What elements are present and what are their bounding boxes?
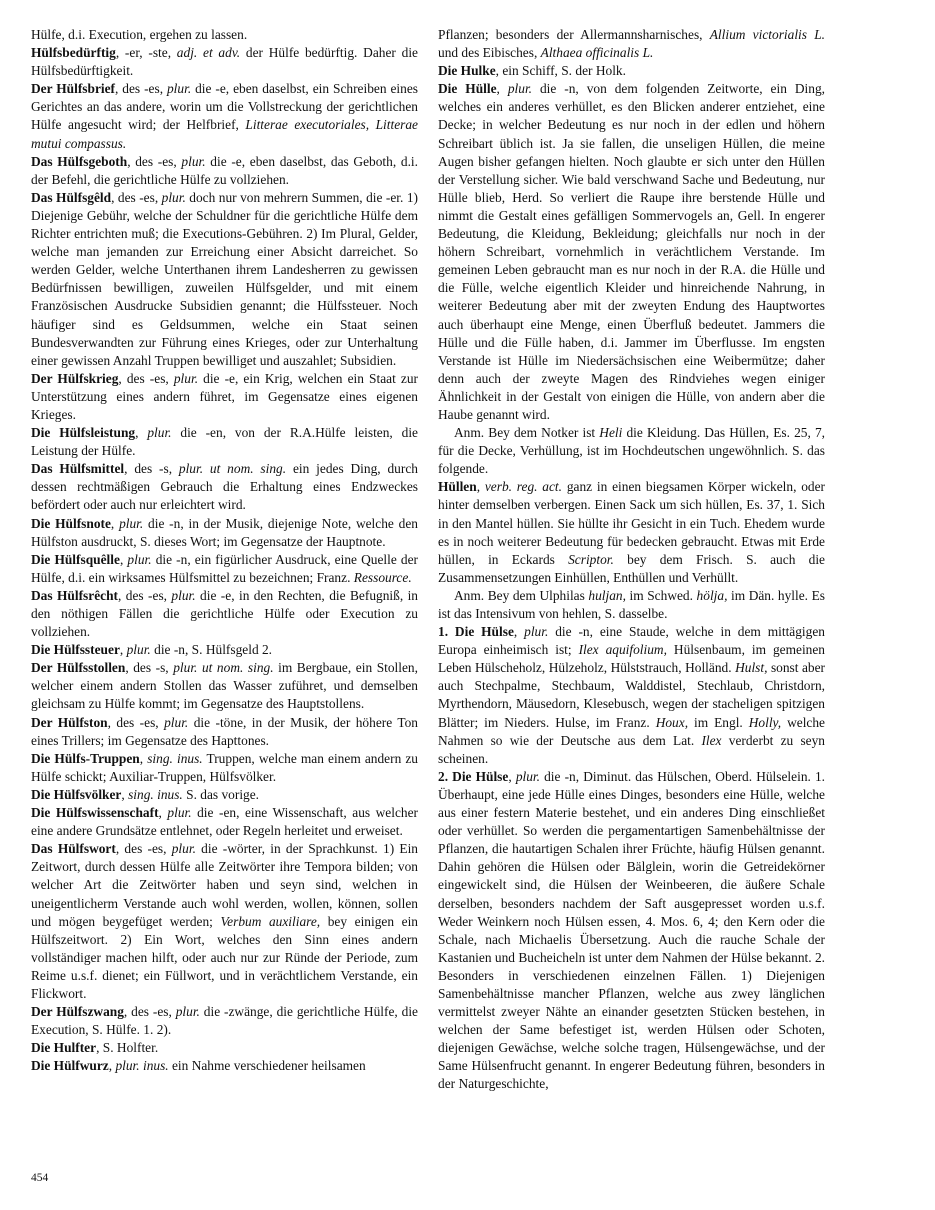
entry-headword: Die Hülfsleistung [31,425,136,441]
entry-text: die -n, S. Hülfsgeld 2. [150,642,273,658]
entry-text: , [119,642,127,658]
italic-term: plur. [181,153,206,169]
italic-term: plur. [119,515,144,531]
dictionary-entry [31,840,418,1003]
dictionary-entry [31,26,418,44]
entry-text: Truppen, welche man einem andern zu Hülfe schickt; Auxiliar-Truppen, Hülfsvölker. [31,750,418,784]
dictionary-entry [438,62,825,80]
entry-text: Pflanzen; besonders der Allermannsharnisches, [438,27,710,42]
italic-term: Hulst, [735,660,768,676]
entry-text: , [139,750,148,766]
entry-headword: Die Hülfssteuer [31,642,120,658]
entry-headword: Die Hülfsquêlle [31,551,120,567]
entry-text: doch nur von mehrern Summen, die -er. 1) Diejenige Gebühr, welche der Schuldner für die gerichtliche Hülfe dem Richter entrichten muß; die Executions-Gebühren. 2) Im Plural, Gelder, welche man jemanden zur Erreichung einer Absicht darreichet. So werden Gelder, welche Unterthanen ihrem Landesherren zu gewissen Bedürfnissen bewilligen, zuweilen Hülfsgelder, und mit einem Französischen Ausdrucke Subsidien genannt; die Hülfssteuer. Noch häufiger sind es Geldsummen, welche ein Staat seinen Bundesverwandten zur Führung eines Krieges, oder zur Unterhaltung einer gewissen Anzahl Truppen bewilliget und auszahlet; Subsidien. [31,189,418,368]
entry-text: , des -s, [125,660,174,676]
dictionary-entry [31,1039,418,1057]
entry-text: die -e, ein Krig, welchen ein Staat zur Unterstützung eines andern führet, im Gegensatze eines eigenen Krieges. [31,370,418,422]
dictionary-entry [31,659,418,713]
dictionary-entry [31,714,418,750]
dictionary-entry [31,44,418,80]
entry-text: , des -es, [118,587,172,603]
entry-text: ganz in einen biegsamen Körper wickeln, oder hinter demselben verbergen. Einen Sack um sich hüllen, Es. 37, 1. Sich in den Mantel hüllen. Sie hüllte ihr Gesicht in ein Tuch. Ehedem wurde es in noch weiterer Bedeutung für bedecken gebraucht. Etwas mit Erde hüllen, in Eckards [438,479,826,567]
dictionary-entry [31,370,418,424]
entry-text: die -en, von der R.A.Hülfe leisten, die Leistung der Hülfe. [31,425,418,459]
entry-text: die -n, eine Staude, welche in dem mittägigen Europa einheimisch ist; [438,624,825,658]
entry-headword: Das Hülfsrêcht [31,587,118,603]
italic-term: Verbum auxiliare, [220,913,321,929]
italic-term: Ilex [701,732,722,748]
italic-term: plur. ut nom. sing. [173,660,274,676]
entry-headword: Hülfsbedürftig [31,45,116,61]
italic-term: plur. [175,1004,200,1020]
entry-text: im Engl. [688,714,749,730]
entry-text: Hülsenbaum, im gemeinen Leben Hülscheholz, Hülzeholz, Hülststrauch, Holländ. [438,642,825,676]
entry-headword: Die Hülfs-Truppen [31,750,140,766]
dictionary-entry [31,153,418,189]
page-number: 454 [31,1172,49,1184]
entry-text: S. das vorige. [182,786,260,802]
dictionary-entry [438,623,825,768]
entry-text: bey einigen ein Hülfszeitwort. 2) Ein Wort, welches den Sinn eines andern vollständiger machen hilft, oder auch nur zur Ründe der Periode, zum Reime u.s.f. dienet; ein Füllwort, und in verächtlichem Verstande, ein Flickwort. [31,913,418,1001]
dictionary-entry [31,804,418,840]
italic-term: Allium victorialis L. [709,27,825,42]
entry-text: verderbt zu seyn scheinen. [438,732,825,766]
entry-headword: Der Hülfsstollen [31,660,126,676]
entry-text: , [158,805,168,821]
entry-text: , [496,81,508,97]
italic-term: hölja, [696,587,728,603]
entry-text: im Bergbaue, ein Stollen, welcher einem andern Stollen das Wasser zuführet, und demselben gleichsam zu Hülfe kommt; im Gegensatze des Hauptstollens. [31,660,418,712]
entry-text: , [508,768,516,784]
entry-text: die -en, eine Wissenschaft, aus welcher eine andere Grundsätze entlehnet, oder Regeln herleitet und erweiset. [31,805,418,839]
entry-text: sonst aber auch Stechpalme, Stechbaum, Walddistel, Stechlaub, Christdorn, Myrthendorn, Mäusedorn, Klesebusch, wegen der stacheligen spitzigen Blätter; im Nieders. Hulse, im Franz. [438,660,825,730]
entry-headword: 2. Die Hülse [438,768,509,784]
entry-headword: Die Hulke [438,63,496,79]
italic-term: sing. inus. [147,750,203,766]
entry-text: die -n, in der Musik, diejenige Note, welche den Hülfston ausdruckt, S. dieses Wort; im Gegensatze der Hauptnote. [31,515,418,549]
italic-term: sing. inus. [128,786,183,802]
entry-text: die Kleidung. Das Hüllen, Es. 25, 7, für die Decke, Verhüllung, ist im Hochdeutschen ungewöhnlich. S. das folgende. [438,425,825,477]
entry-text: Anm. Bey dem Ulphilas [454,587,589,603]
dictionary-entry [31,750,418,786]
dictionary-entry [31,80,418,152]
entry-headword: Das Hülfsgêld [31,189,112,205]
entry-text: Hülfe, d.i. Execution, ergehen zu lassen. [31,27,248,42]
dictionary-entry [31,551,418,587]
italic-term: plur. [167,805,192,821]
italic-term: plur. [147,425,172,441]
italic-term: plur. inus. [115,1058,169,1074]
entry-text: die -e, eben daselbst, das Geboth, d.i. der Befehl, die gerichtliche Hülfe zu vollziehen. [31,153,418,187]
right-column [438,26,825,1094]
entry-text: die -n, von dem folgenden Zeitworte, ein Ding, welches ein anderes verhüllet, es den Blicken anderer entziehet, eine Decke; in welcher Bedeutung es nur noch in der edlen und höhern Schreibart üblich ist. Ja sie fallen, die unseligen Hüllen, die meine Augen bisher gefangen hielten. Noch glaubte er sich unter den Hüllen der Verstellung sicher. Wie bald verschwand Sache und Bedeutung, nur Hülle blieb, Herd. So verliert die Raupe ihre berstende Hülle und nimmt die Gestalt eines gefälligen Sommervogels an, Gell. In engerer Bedeutung, die Kleidung, Bekleidung; gleichfalls nur noch in der höhern Schreibart, vornehmlich in verächtlichem Verstande. Im gemeinen Leben gebraucht man es nur noch in der R.A. die Hülle und die Fülle, welche eigentlich Kleider und hinreichende Nahrung, in weiterer Bedeutung aber mit der zweyten Endung des Hauptwortes auch überhaupt eine Menge, einen Überfluß bedeutet. Jammers die Hülle und die Fülle haben, d.i. Jammer im Überflusse. Im engsten Verstande ist Hülle im Niedersächsischen eine Weibermütze; daher denn auch der zweyte Magen des Rindviehes wegen einiger Ähnlichkeit in der Gestalt von einigen die Hülle, von andern aber die Haube genannt wird. [438,81,825,422]
entry-text: bey dem Frisch. S. auch die Zusammensetzungen Einhüllen, Enthüllen und Verhüllt. [438,551,826,585]
dictionary-entry [438,768,825,1094]
entry-text: , des -es, [123,1004,176,1020]
italic-term: adj. et adv. [176,45,241,61]
entry-text: die -n, ein figürlicher Ausdruck, eine Quelle der Hülfe, d.i. ein wirksames Hülfsmittel zu bezeichnen; Franz. [31,551,418,585]
left-column [31,26,418,1075]
entry-text: die -wörter, in der Sprachkunst. 1) Ein Zeitwort, durch dessen Hülfe alle Zeitwörter ihre Tempora bilden; von welcher Art die Zeitwörter haben und seyn sind, welchen in uneigentlicherm Verstande auch wohl werden, wollen, können, sollen und mögen beygefüget werden; [31,841,418,929]
entry-text: , [121,786,129,802]
entry-headword: Der Hülfszwang [31,1004,124,1020]
entry-text: , -er, -ste, [115,45,177,61]
dictionary-entry [31,189,418,370]
entry-text: Anm. Bey dem Notker ist [454,425,600,441]
italic-term: Houx, [655,714,689,730]
italic-term: plur. [171,587,196,603]
entry-text: , [476,479,485,495]
italic-term: Holly, [748,714,782,730]
entry-text: im Schwed. [625,587,697,603]
entry-text: im Dän. hylle. Es ist das Intensivum von hehlen, S. dasselbe. [438,587,825,621]
italic-term: huljan, [588,587,626,603]
entry-text: , des -es, [118,370,174,386]
entry-text: welche Nahmen so wie der Deutsche aus dem Lat. [438,714,825,748]
entry-text: und des Eibisches, [438,45,541,61]
entry-headword: Das Hülfsgeboth [31,153,128,169]
entry-text: , des -es, [111,189,162,205]
entry-headword: Die Hülfswissenschaft [31,805,159,821]
entry-headword: Hüllen [438,479,477,495]
entry-text: die -töne, in der Musik, der höhere Ton eines Trillers; im Gegensatze des Hapttones. [31,714,418,748]
dictionary-entry [438,478,825,587]
italic-term: plur. [127,551,152,567]
entry-headword: Der Hülfston [31,714,108,730]
entry-text: , [513,624,525,640]
entry-headword: 1. Die Hülse [438,624,514,640]
italic-term: plur. [507,81,533,97]
entry-text: , [135,425,148,441]
dictionary-entry [31,786,418,804]
dictionary-entry [31,1057,418,1075]
entry-headword: Das Hülfsmittel [31,461,125,477]
entry-text: ein Nahme verschiedener heilsamen [168,1058,366,1074]
dictionary-entry [438,80,825,424]
italic-term: Litterae executoriales, Litterae mutui compassus. [31,117,418,151]
italic-term: plur. [166,81,192,97]
dictionary-entry [31,515,418,551]
italic-term: Ressource. [353,569,412,585]
entry-headword: Die Hülfsvölker [31,786,122,802]
entry-headword: Die Hülle [438,81,497,97]
italic-term: plur. [164,714,189,730]
italic-term: verb. reg. act. [484,479,563,495]
entry-text: , ein Schiff, S. der Holk. [495,63,626,79]
entry-headword: Die Hülfsnote [31,515,111,531]
entry-headword: Die Hülfwurz [31,1058,109,1074]
italic-term: plur. [171,841,196,857]
entry-text: , des -s, [124,461,179,477]
dictionary-entry [438,587,825,623]
italic-term: plur. [515,768,540,784]
dictionary-entry [31,460,418,514]
entry-headword: Das Hülfswort [31,841,116,857]
italic-term: Althaea officinalis L. [540,45,654,61]
dictionary-entry [438,26,825,62]
entry-text: ein jedes Ding, durch dessen rechtmäßigen Gebrauch die Erhaltung eines Endzweckes befördert oder auch nur erleichtert wird. [31,461,418,513]
entry-text: die -e, eben daselbst, ein Schreiben eines Gerichtes an das andere, worin um die Vollstreckung der gerichtlichen Hülfe angesucht wird; der Helfbrief, [31,81,418,133]
italic-term: Scriptor. [568,551,614,567]
italic-term: plur. [161,189,186,205]
italic-term: plur. [126,642,151,658]
entry-text: die -e, in den Rechten, die Befugniß, in den nöthigen Fällen die gerichtliche Hülfe oder Execution zu vollziehen. [31,587,419,640]
entry-text: , [110,515,120,531]
italic-term: plur. ut nom. sing. [178,461,287,477]
italic-term: Heli [599,425,623,441]
entry-text: , des -es, [115,841,172,857]
entry-text: die -zwänge, die gerichtliche Hülfe, die Execution, S. Hülfe. 1. 2). [31,1004,419,1038]
dictionary-entry [31,1003,418,1039]
entry-text: , des -es, [107,714,165,730]
italic-term: plur. [524,624,549,640]
dictionary-entry [438,424,825,478]
dictionary-entry [31,587,418,641]
italic-term: Ilex aquifolium, [578,642,667,658]
entry-text: der Hülfe bedürftig. Daher die Hülfsbedürftigkeit. [31,45,418,79]
italic-term: plur. [173,370,199,386]
entry-text: , des -es, [115,81,167,97]
entry-text: , des -es, [127,153,182,169]
dictionary-entry [31,641,418,659]
entry-headword: Der Hülfskrieg [31,370,119,386]
entry-text: , [119,551,128,567]
dictionary-entry [31,424,418,460]
entry-headword: Die Hulfter [31,1040,97,1056]
entry-text: die -n, Diminut. das Hülschen, Oberd. Hülselein. 1. Überhaupt, eine jede Hülle eines Dinges, besonders eine Hülle, welche aus einer festern Materie bestehet, und ein anderes Ding einschließet oder verhüllet. So werden die pergamentartigen Samenbehältnisse der Pflanzen, die hautartigen Schalen ihrer Früchte, häufig Hülsen genannt. Dahin gehören die Hülsen oder Bälglein, worin die Getreidekörner eingewickelt sind, die Hülsen der Weinbeeren, die äußere Schale derselben, besonders nachdem der Saft ausgepresset worden u.s.f. Weder Weinkern noch Hülsen essen, 4. Mos. 6, 4; den Kern oder die Schale, nach Michaelis Übersetzung. Auch die rauche Schale der Kastanien und Bucheicheln ist unter dem Nahmen der Hülse bekannt. 2. Besonders in verschiedenen einzelnen Fällen. 1) Diejenigen Samenbehältnisse mancher Pflanzen, welche aus zwey länglichen vermittelst zweyer Nähte an einander gesetzten Stücken bestehen, in welchen der Same befestiget ist, werden Hülsen oder Schoten, diejenigen Gewächse, welche solche tragen, Hülsengewächse, und der Same Hülsenfrucht genannt. In engerer Bedeutung führen, besonders in der Naturgeschichte, [438,768,826,1092]
entry-text: , [108,1058,116,1074]
entry-headword: Der Hülfsbrief [31,81,116,97]
entry-text: , S. Holfter. [96,1040,159,1056]
